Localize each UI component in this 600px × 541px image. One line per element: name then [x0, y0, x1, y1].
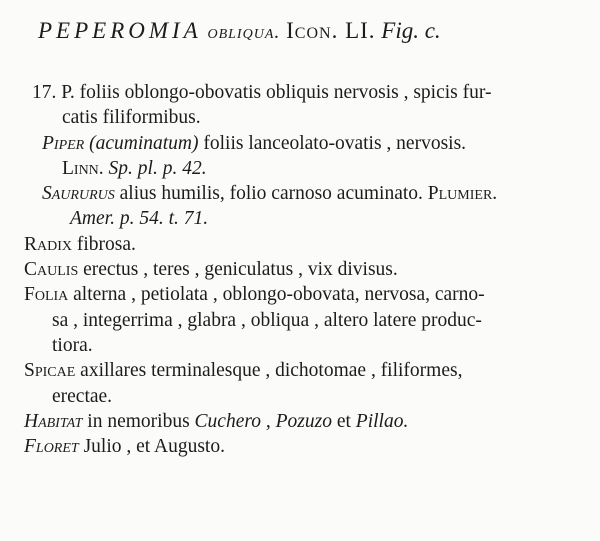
diagnosis-line-1: 17. P. foliis oblongo-obovatis obliquis nervosis , spicis fur-	[32, 82, 492, 103]
synonym-saururus-line-2: Amer. p. 54. t. 71.	[70, 208, 209, 230]
species-description	[24, 80, 584, 459]
species-epithet: obliqua.	[207, 21, 281, 43]
synonym-genus: Saururus	[42, 183, 115, 205]
synonym-piper-line-2: Linn. Sp. pl. p. 42.	[62, 157, 207, 179]
section-label: Spicae	[24, 360, 76, 382]
section-label: Caulis	[24, 259, 79, 281]
synonym-genus: Piper	[42, 132, 85, 154]
section-label: Folia	[24, 284, 69, 306]
synonym-saururus-line-1: Saururus alius humilis, folio carnoso acuminato. Plumier.	[42, 183, 498, 205]
diagnosis-line-2: catis filiformibus.	[62, 107, 201, 129]
spicae-section-line-1: Spicae axillares terminalesque , dichotomae , filiformes,	[24, 360, 463, 382]
folia-section-line-2: sa , integerrima , glabra , obliqua , altero latere produc-	[52, 309, 482, 331]
synonym-author: Plumier.	[427, 183, 498, 205]
section-label: Floret	[24, 436, 79, 458]
synonym-piper-line-1: Piper (acuminatum) foliis lanceolato-ovatis , nervosis.	[42, 132, 467, 154]
habitat-section: Habitat in nemoribus Cuchero , Pozuzo et Pillao.	[24, 410, 409, 432]
folia-section-line-1: Folia alterna , petiolata , oblongo-obovata, nervosa, carno-	[24, 284, 485, 306]
radix-section: Radix fibrosa.	[24, 233, 136, 255]
species-heading	[38, 18, 578, 44]
section-label: Radix	[24, 233, 72, 255]
folia-section-line-3: tiora.	[52, 334, 93, 356]
icon-reference: Icon. LI.	[286, 18, 376, 43]
entry-number: 17.	[32, 82, 57, 103]
caulis-section: Caulis erectus , teres , geniculatus , vix divisus.	[24, 259, 398, 281]
section-label: Habitat	[24, 410, 83, 432]
spicae-section-line-2: erectae.	[52, 385, 113, 407]
genus-name: PEPEROMIA	[38, 18, 202, 43]
synonym-author: Linn.	[62, 157, 104, 179]
figure-reference: Fig. c.	[381, 18, 441, 43]
floret-section: Floret Julio , et Augusto.	[24, 436, 225, 458]
